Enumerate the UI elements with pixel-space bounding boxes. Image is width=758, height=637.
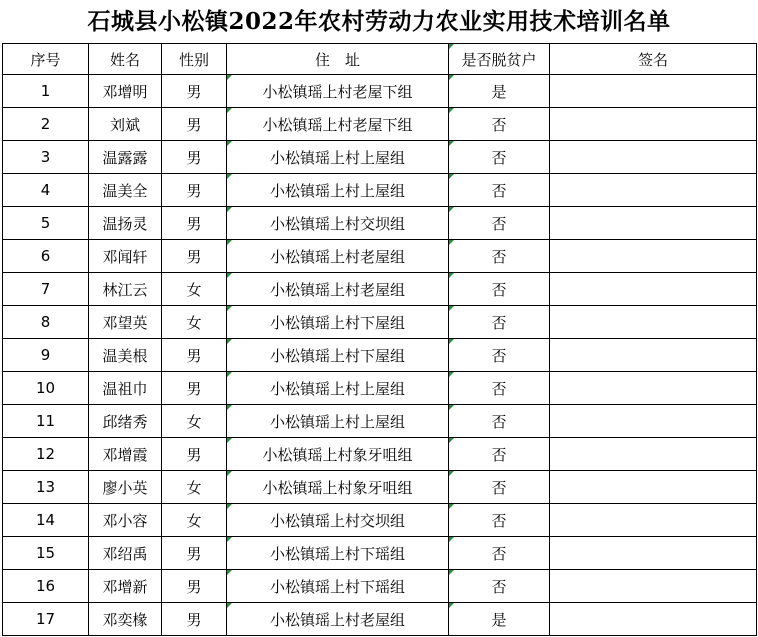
cell-poverty: 是 [449, 75, 550, 108]
cell-poverty: 否 [449, 141, 550, 174]
table-body [3, 75, 757, 636]
table-row [3, 75, 757, 108]
cell-poverty: 否 [449, 372, 550, 405]
cell-signature [550, 174, 757, 207]
cell-no: 14 [3, 504, 89, 537]
cell-no: 3 [3, 141, 89, 174]
page-title: 石城县小松镇2022年农村劳动力农业实用技术培训名单 [87, 8, 671, 35]
cell-signature [550, 504, 757, 537]
table-row [3, 372, 757, 405]
cell-signature [550, 537, 757, 570]
cell-no: 6 [3, 240, 89, 273]
cell-poverty: 否 [449, 339, 550, 372]
cell-gender: 男 [162, 372, 227, 405]
cell-name: 邓增明 [89, 75, 162, 108]
cell-gender: 男 [162, 75, 227, 108]
cell-gender: 女 [162, 504, 227, 537]
cell-signature [550, 240, 757, 273]
cell-name: 邓绍禹 [89, 537, 162, 570]
cell-poverty: 是 [449, 603, 550, 636]
cell-gender: 男 [162, 537, 227, 570]
cell-no: 4 [3, 174, 89, 207]
header-signature: 签名 [550, 44, 757, 75]
cell-poverty: 否 [449, 108, 550, 141]
cell-name: 温扬灵 [89, 207, 162, 240]
cell-gender: 男 [162, 339, 227, 372]
cell-no: 12 [3, 438, 89, 471]
table-row [3, 339, 757, 372]
cell-signature [550, 306, 757, 339]
cell-name: 邓小容 [89, 504, 162, 537]
cell-name: 温美根 [89, 339, 162, 372]
cell-poverty: 否 [449, 471, 550, 504]
cell-gender: 女 [162, 306, 227, 339]
table-row [3, 504, 757, 537]
cell-no: 2 [3, 108, 89, 141]
table-header-row [3, 44, 757, 75]
cell-address: 小松镇瑶上村象牙咀组 [227, 471, 449, 504]
cell-gender: 女 [162, 405, 227, 438]
cell-signature [550, 438, 757, 471]
cell-address: 小松镇瑶上村下屋组 [227, 339, 449, 372]
cell-poverty: 否 [449, 174, 550, 207]
cell-address: 小松镇瑶上村下屋组 [227, 306, 449, 339]
cell-signature [550, 75, 757, 108]
training-roster-table [2, 43, 757, 636]
header-gender: 性别 [162, 44, 227, 75]
cell-signature [550, 141, 757, 174]
table-row [3, 108, 757, 141]
table-row [3, 306, 757, 339]
cell-poverty: 否 [449, 306, 550, 339]
cell-address: 小松镇瑶上村象牙咀组 [227, 438, 449, 471]
cell-poverty: 否 [449, 438, 550, 471]
cell-signature [550, 405, 757, 438]
cell-gender: 男 [162, 108, 227, 141]
cell-name: 邓闻轩 [89, 240, 162, 273]
header-name: 姓名 [89, 44, 162, 75]
table-row [3, 273, 757, 306]
cell-name: 邓增霞 [89, 438, 162, 471]
cell-signature [550, 570, 757, 603]
cell-address: 小松镇瑶上村老屋下组 [227, 108, 449, 141]
cell-name: 温祖巾 [89, 372, 162, 405]
cell-signature [550, 108, 757, 141]
cell-no: 17 [3, 603, 89, 636]
cell-name: 邓望英 [89, 306, 162, 339]
cell-signature [550, 471, 757, 504]
table-row [3, 240, 757, 273]
cell-address: 小松镇瑶上村交坝组 [227, 504, 449, 537]
header-address: 住 址 [227, 44, 449, 75]
cell-name: 邱绪秀 [89, 405, 162, 438]
cell-poverty: 否 [449, 537, 550, 570]
cell-poverty: 否 [449, 405, 550, 438]
table-row [3, 537, 757, 570]
table-row [3, 405, 757, 438]
cell-gender: 男 [162, 174, 227, 207]
cell-no: 15 [3, 537, 89, 570]
cell-no: 11 [3, 405, 89, 438]
cell-signature [550, 273, 757, 306]
header-no: 序号 [3, 44, 89, 75]
cell-gender: 男 [162, 240, 227, 273]
cell-poverty: 否 [449, 207, 550, 240]
cell-address: 小松镇瑶上村老屋组 [227, 603, 449, 636]
cell-poverty: 否 [449, 273, 550, 306]
cell-address: 小松镇瑶上村老屋下组 [227, 75, 449, 108]
cell-name: 林江云 [89, 273, 162, 306]
table-row [3, 603, 757, 636]
cell-address: 小松镇瑶上村老屋组 [227, 273, 449, 306]
cell-gender: 男 [162, 207, 227, 240]
header-poverty: 是否脱贫户 [449, 44, 550, 75]
cell-gender: 男 [162, 603, 227, 636]
cell-name: 刘斌 [89, 108, 162, 141]
cell-address: 小松镇瑶上村老屋组 [227, 240, 449, 273]
table-row [3, 207, 757, 240]
cell-address: 小松镇瑶上村交坝组 [227, 207, 449, 240]
cell-gender: 女 [162, 471, 227, 504]
cell-name: 邓奕椽 [89, 603, 162, 636]
cell-poverty: 否 [449, 504, 550, 537]
cell-gender: 男 [162, 438, 227, 471]
cell-no: 16 [3, 570, 89, 603]
cell-gender: 女 [162, 273, 227, 306]
cell-name: 廖小英 [89, 471, 162, 504]
cell-no: 5 [3, 207, 89, 240]
cell-poverty: 否 [449, 240, 550, 273]
cell-signature [550, 207, 757, 240]
cell-gender: 男 [162, 570, 227, 603]
cell-address: 小松镇瑶上村上屋组 [227, 372, 449, 405]
cell-no: 9 [3, 339, 89, 372]
cell-no: 1 [3, 75, 89, 108]
cell-address: 小松镇瑶上村下瑶组 [227, 537, 449, 570]
cell-no: 8 [3, 306, 89, 339]
cell-name: 邓增新 [89, 570, 162, 603]
table-row [3, 174, 757, 207]
cell-poverty: 否 [449, 570, 550, 603]
cell-address: 小松镇瑶上村下瑶组 [227, 570, 449, 603]
cell-signature [550, 339, 757, 372]
cell-no: 13 [3, 471, 89, 504]
cell-gender: 男 [162, 141, 227, 174]
cell-name: 温美全 [89, 174, 162, 207]
cell-address: 小松镇瑶上村上屋组 [227, 141, 449, 174]
cell-name: 温露露 [89, 141, 162, 174]
table-row [3, 570, 757, 603]
table-row [3, 141, 757, 174]
cell-address: 小松镇瑶上村上屋组 [227, 174, 449, 207]
table-row [3, 471, 757, 504]
cell-address: 小松镇瑶上村上屋组 [227, 405, 449, 438]
cell-no: 10 [3, 372, 89, 405]
cell-signature [550, 603, 757, 636]
cell-no: 7 [3, 273, 89, 306]
table-row [3, 438, 757, 471]
cell-signature [550, 372, 757, 405]
